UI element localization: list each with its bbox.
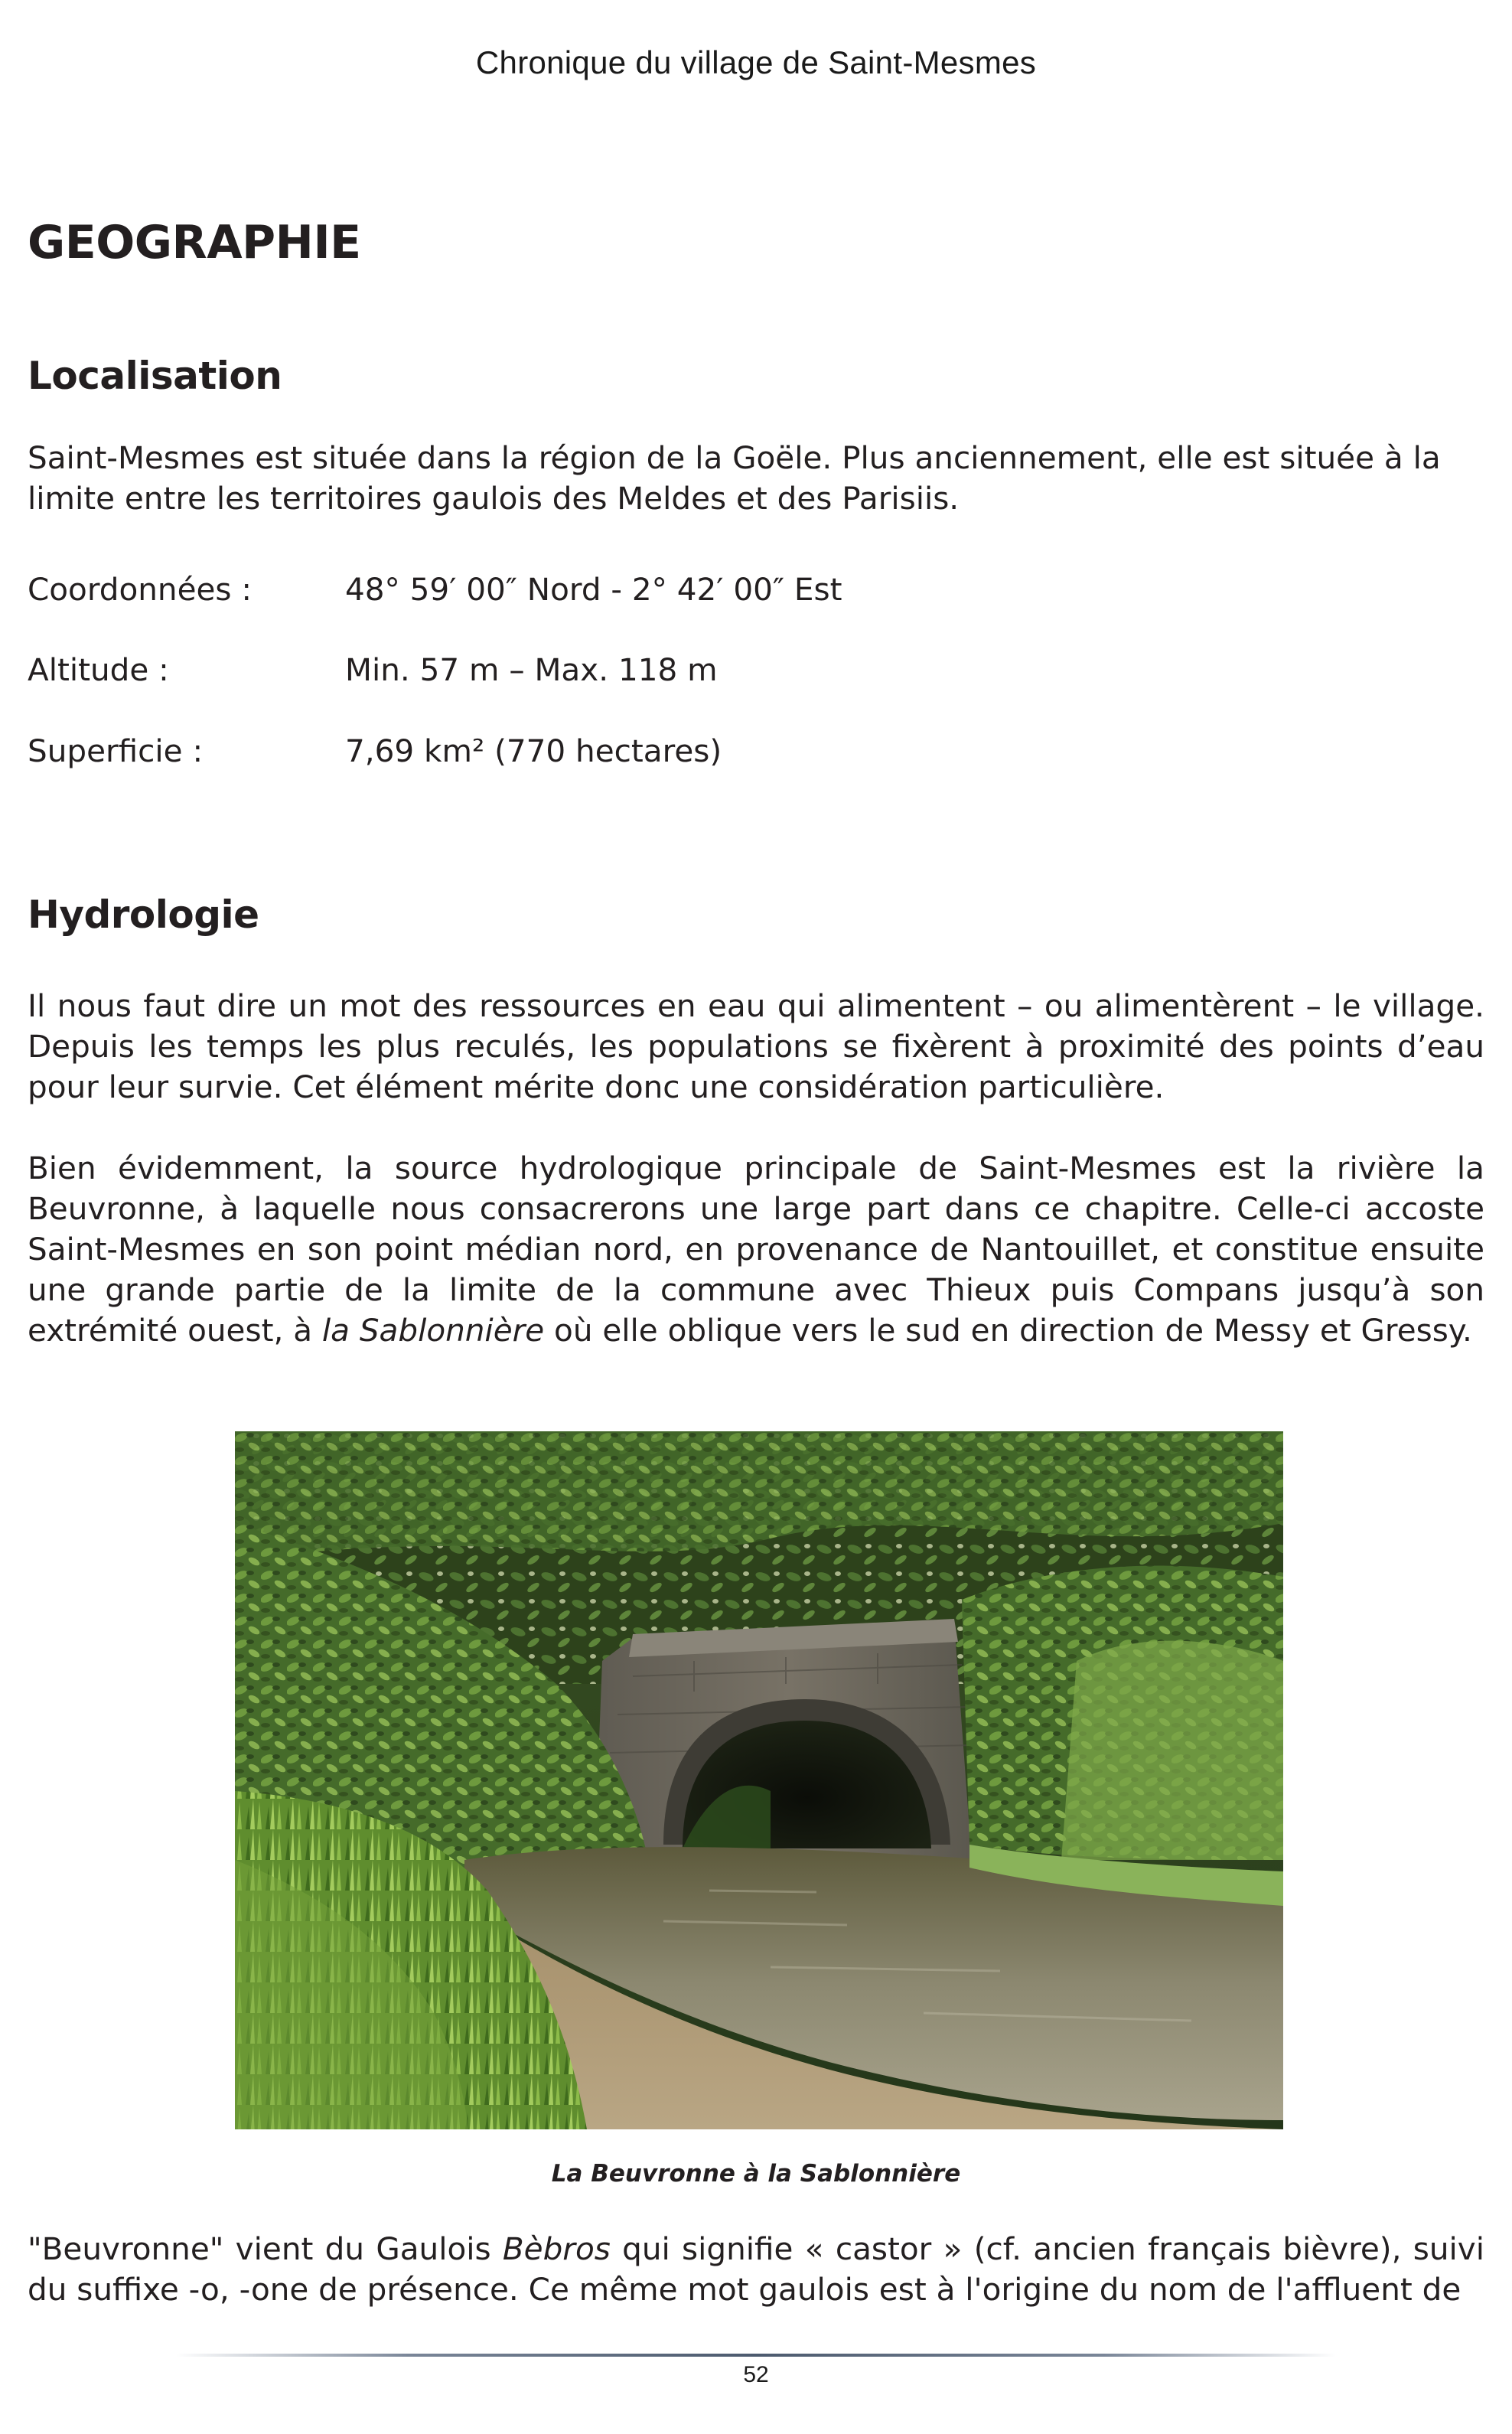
fact-label: Superficie : (28, 732, 204, 769)
paragraph-text: "Beuvronne" vient du Gaulois (28, 2230, 503, 2267)
page-number: 52 (743, 2362, 769, 2387)
running-header: Chronique du village de Saint-Mesmes (475, 44, 1037, 80)
beuvronne-bridge-photo (235, 1431, 1283, 2129)
hydrologie-paragraph-2 (28, 1148, 1484, 1351)
place-name: la Sablonnière (321, 1312, 545, 1349)
etymology-term: Bèbros (502, 2230, 611, 2267)
localisation-intro: Saint-Mesmes est située dans la région de la Goële. Plus anciennement, elle est située à la limite entre les territoires gaulois des Meldes et des Parisiis. (28, 439, 1441, 517)
paragraph-text: qui signifie « castor » (cf. ancien français bièvre), suivi du suffixe -o, -one de présence. Ce même mot gaulois est à l'origine du nom de l'affluent de (28, 2230, 1484, 2308)
hydrologie-paragraph-1: Il nous faut dire un mot des ressources en eau qui alimentent – ou alimentèrent – le village. Depuis les temps les plus reculés, les populations se fixèrent à proximité des points d’eau pour leur survie. Cet élément mérite donc une considération particulière. (28, 987, 1484, 1105)
footer-divider (176, 2354, 1336, 2357)
hydrologie-heading: Hydrologie (28, 892, 259, 937)
fact-value: Min. 57 m – Max. 118 m (345, 651, 718, 688)
hydrologie-paragraph-3 (28, 2229, 1484, 2310)
fact-label: Altitude : (28, 651, 169, 688)
paragraph-text: où elle oblique vers le sud en direction de Messy et Gressy. (544, 1312, 1472, 1349)
photo-caption: La Beuvronne à la Sablonnière (551, 2160, 961, 2188)
fact-label: Coordonnées : (28, 571, 253, 608)
fact-value: 7,69 km² (770 hectares) (345, 732, 722, 769)
paragraph-text: Bien évidemment, la source hydrologique principale de Saint-Mesmes est la rivière la Beuvronne, à laquelle nous consacrerons une large part dans ce chapitre. Celle-ci accoste Saint-Mesmes en son point médian nord, en provenance de Nantouillet, et constitue ensuite une grande partie de la limite de la commune avec Thieux puis Compans jusqu’à son extrémité ouest, à (28, 1150, 1484, 1349)
fact-value: 48° 59′ 00″ Nord - 2° 42′ 00″ Est (345, 571, 842, 608)
localisation-heading: Localisation (28, 354, 282, 398)
section-title: GEOGRAPHIE (28, 216, 361, 269)
